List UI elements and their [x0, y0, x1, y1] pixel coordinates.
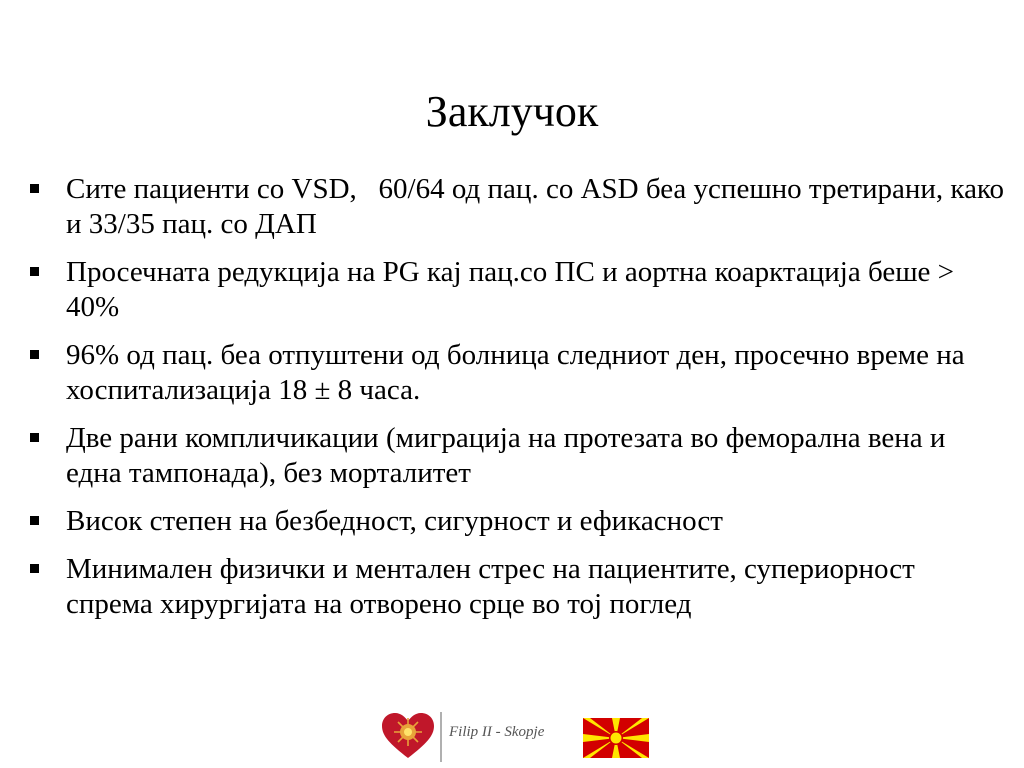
bullet-text: 96% од пац. беа отпуштени од болница следниот ден, просечно време на хоспитализација 18 ± 8 часа.	[66, 339, 965, 406]
bullet-text: Просечната редукција на PG кај пац.со ПС и аортна коарктација беше > 40%	[66, 256, 955, 323]
heart-sun-logo-icon	[380, 712, 436, 760]
bullet-text: Висок степен на безбедност, сигурност и ефикасност	[66, 505, 723, 537]
footer	[380, 708, 660, 764]
bullet-text: Сите пациенти со VSD, 60/64 од пац. со ASD беа успешно третирани, како и 33/35 пац. со ДАП	[66, 173, 1012, 240]
square-bullet-icon	[30, 267, 39, 276]
square-bullet-icon	[30, 350, 39, 359]
list-item	[28, 504, 1008, 539]
bullet-text: Минимален физички и ментален стрес на пациентите, супериорност спрема хирургијата на отворено срце во тој поглед	[66, 553, 915, 620]
square-bullet-icon	[30, 564, 39, 573]
bullet-list	[28, 172, 1012, 635]
footer-text: Filip II - Skopje	[449, 724, 545, 740]
footer-divider	[440, 712, 442, 762]
list-item	[28, 172, 1012, 242]
macedonia-flag-icon	[583, 718, 649, 758]
slide-title: Заклучок	[425, 87, 599, 136]
square-bullet-icon	[30, 516, 39, 525]
list-item	[28, 338, 1008, 408]
square-bullet-icon	[30, 184, 39, 193]
square-bullet-icon	[30, 433, 39, 442]
list-item	[28, 552, 1008, 622]
list-item	[28, 421, 1008, 491]
bullet-text: Две рани компличикации (миграција на протезата во феморална вена и една тампонада), без морталитет	[66, 422, 946, 489]
list-item	[28, 255, 1008, 325]
